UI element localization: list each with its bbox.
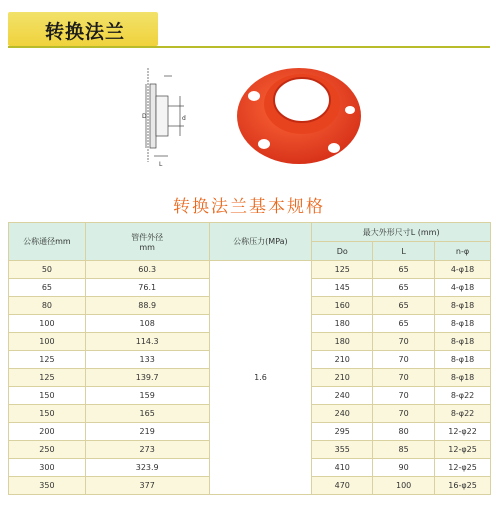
cell-n: 12-φ25 [435, 441, 491, 459]
cell-l: 65 [373, 279, 435, 297]
cell-n: 8-φ18 [435, 315, 491, 333]
cell-l: 65 [373, 261, 435, 279]
cell-pipe-od: 159 [85, 387, 209, 405]
cell-do: 470 [312, 477, 373, 495]
cell-do: 125 [312, 261, 373, 279]
cell-n: 8-φ18 [435, 351, 491, 369]
cell-n: 8-φ22 [435, 405, 491, 423]
header-dims: 最大外形尺寸L (mm) [312, 223, 491, 242]
cell-do: 180 [312, 315, 373, 333]
cell-nominal: 100 [9, 333, 86, 351]
cell-nominal: 300 [9, 459, 86, 477]
title-tab [8, 12, 158, 46]
header-n: n-φ [435, 242, 491, 261]
cell-pipe-od: 76.1 [85, 279, 209, 297]
cell-pipe-od: 114.3 [85, 333, 209, 351]
cell-nominal: 125 [9, 369, 86, 387]
cell-pipe-od: 219 [85, 423, 209, 441]
cell-n: 12-φ25 [435, 459, 491, 477]
cell-l: 65 [373, 297, 435, 315]
cell-pipe-od: 323.9 [85, 459, 209, 477]
header-do: Do [312, 242, 373, 261]
technical-drawing [134, 62, 190, 170]
page-title: 转换法兰 [45, 21, 126, 43]
cell-l: 70 [373, 333, 435, 351]
cell-pipe-od: 377 [85, 477, 209, 495]
cell-l: 100 [373, 477, 435, 495]
cell-nominal: 50 [9, 261, 86, 279]
drawing-label-l: L [159, 161, 163, 168]
cell-do: 160 [312, 297, 373, 315]
cell-l: 65 [373, 315, 435, 333]
cell-l: 70 [373, 387, 435, 405]
spec-title: 转换法兰基本规格 [173, 197, 325, 217]
cell-pipe-od: 165 [85, 405, 209, 423]
cell-n: 8-φ18 [435, 333, 491, 351]
cell-n: 12-φ22 [435, 423, 491, 441]
flange-photo [224, 48, 374, 168]
cell-l: 80 [373, 423, 435, 441]
header-pipe-od: 管件外径 mm [85, 223, 209, 261]
cell-nominal: 350 [9, 477, 86, 495]
spec-table [8, 222, 491, 495]
cell-pipe-od: 139.7 [85, 369, 209, 387]
cell-n: 8-φ18 [435, 297, 491, 315]
header-nominal: 公称通径mm [9, 223, 86, 261]
cell-nominal: 125 [9, 351, 86, 369]
cell-l: 90 [373, 459, 435, 477]
cell-pipe-od: 133 [85, 351, 209, 369]
cell-do: 355 [312, 441, 373, 459]
cell-do: 240 [312, 387, 373, 405]
cell-n: 4-φ18 [435, 261, 491, 279]
cell-do: 145 [312, 279, 373, 297]
cell-nominal: 100 [9, 315, 86, 333]
cell-l: 70 [373, 369, 435, 387]
cell-l: 85 [373, 441, 435, 459]
cell-n: 8-φ18 [435, 369, 491, 387]
cell-nominal: 80 [9, 297, 86, 315]
cell-do: 410 [312, 459, 373, 477]
cell-pipe-od: 108 [85, 315, 209, 333]
cell-pipe-od: 60.3 [85, 261, 209, 279]
cell-pipe-od: 273 [85, 441, 209, 459]
cell-n: 4-φ18 [435, 279, 491, 297]
cell-do: 180 [312, 333, 373, 351]
cell-l: 70 [373, 405, 435, 423]
cell-do: 295 [312, 423, 373, 441]
cell-nominal: 65 [9, 279, 86, 297]
cell-pressure: 1.6 [209, 261, 312, 495]
cell-nominal: 150 [9, 405, 86, 423]
header-pressure: 公称压力(MPa) [209, 223, 312, 261]
cell-l: 70 [373, 351, 435, 369]
cell-do: 240 [312, 405, 373, 423]
header-l: L [373, 242, 435, 261]
cell-do: 210 [312, 351, 373, 369]
cell-do: 210 [312, 369, 373, 387]
cell-n: 8-φ22 [435, 387, 491, 405]
table-row [9, 261, 491, 279]
cell-pipe-od: 88.9 [85, 297, 209, 315]
cell-nominal: 200 [9, 423, 86, 441]
drawing-label-d-small: d [182, 115, 186, 122]
cell-n: 16-φ25 [435, 477, 491, 495]
cell-nominal: 250 [9, 441, 86, 459]
cell-nominal: 150 [9, 387, 86, 405]
drawing-label-d: D [142, 113, 147, 120]
